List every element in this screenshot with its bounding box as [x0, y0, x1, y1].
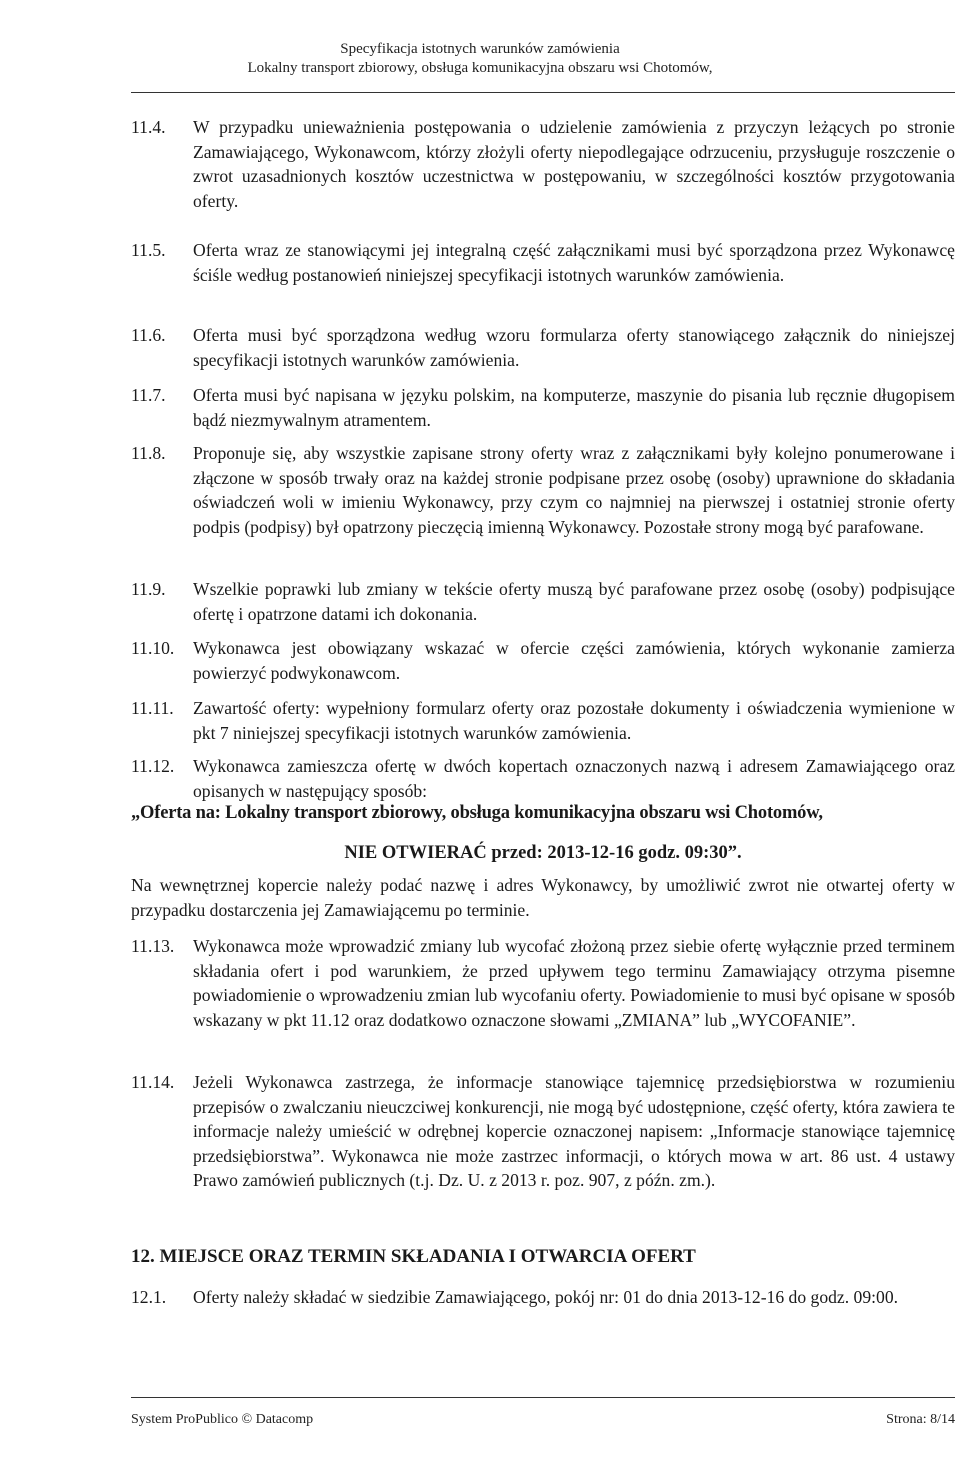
- item-number: 11.4.: [131, 117, 166, 137]
- item-number: 11.8.: [131, 443, 166, 463]
- inner-envelope-note: Na wewnętrznej kopercie należy podać nazwę i adres Wykonawcy, by umożliwić zwrot nie otwartej oferty w przypadku dostarczenia jej Zamawiającemu po terminie.: [131, 875, 955, 920]
- items-12: [131, 1285, 955, 1310]
- items-11-4-to-11-12: [131, 115, 955, 814]
- envelope-label-line1: „Oferta na: Lokalny transport zbiorowy, obsługa komunikacyjna obszaru wsi Chotomów,: [131, 803, 823, 823]
- list-item: [131, 115, 955, 238]
- footer-system-name: System ProPublico © Datacomp: [131, 1412, 314, 1427]
- envelope-label-line2: NIE OTWIERAĆ przed: 2013-12-16 godz. 09:30”.: [344, 843, 742, 863]
- footer-page-number: Strona: 8/14: [886, 1412, 955, 1427]
- list-item: [131, 238, 955, 323]
- list-item: [131, 1285, 955, 1310]
- list-item: [131, 696, 955, 754]
- list-item: [131, 636, 955, 696]
- item-number: 12.1.: [131, 1287, 167, 1307]
- section-12-heading: 12. MIEJSCE ORAZ TERMIN SKŁADANIA I OTWARCIA OFERT: [131, 1246, 696, 1267]
- header-subtitle: Lokalny transport zbiorowy, obsługa komunikacyjna obszaru wsi Chotomów,: [247, 60, 713, 76]
- item-text: Oferta musi być napisana w języku polskim, na komputerze, maszynie do pisania lub ręcznie długopisem bądź niezmywalnym atramentem.: [193, 385, 955, 430]
- header-rule: [131, 92, 955, 93]
- footer-rule: [131, 1397, 955, 1398]
- item-number: 11.12.: [131, 756, 175, 776]
- list-item: [131, 383, 955, 441]
- list-item: [131, 441, 955, 577]
- item-text: Oferta wraz ze stanowiącymi jej integralną część załącznikami musi być sporządzona przez Wykonawcę ściśle według postanowień niniejszej specyfikacji istotnych warunków zamówienia.: [193, 240, 955, 285]
- page-footer: [131, 1412, 955, 1428]
- item-number: 11.7.: [131, 385, 166, 405]
- list-item: [131, 934, 955, 1070]
- item-text: Wykonawca może wprowadzić zmiany lub wycofać złożoną przez siebie ofertę wyłącznie przed terminem składania ofert i pod warunkiem, że przed upływem tego terminu Zamawiający otrzyma pisemne powiadomienie o wprowadzeniu zmian lub wycofaniu oferty. Powiadomienie to musi być opisane w sposób wskazany w pkt 11.12 oraz dodatkowo oznaczone słowami „ZMIANA” lub „WYCOFANIE”.: [193, 936, 955, 1030]
- item-number: 11.14.: [131, 1072, 175, 1092]
- item-text: Wszelkie poprawki lub zmiany w tekście oferty muszą być parafowane przez osobę (osoby) podpisujące ofertę i opatrzone datami ich dokonania.: [193, 579, 955, 624]
- item-number: 11.10.: [131, 638, 175, 658]
- list-item: [131, 323, 955, 383]
- item-number: 11.6.: [131, 325, 166, 345]
- page-header: [0, 40, 960, 78]
- item-number: 11.5.: [131, 240, 166, 260]
- list-item: [131, 1070, 955, 1220]
- item-text: Zawartość oferty: wypełniony formularz oferty oraz pozostałe dokumenty i oświadczenia wymienione w pkt 7 niniejszej specyfikacji istotnych warunków zamówienia.: [193, 698, 955, 743]
- header-title: Specyfikacja istotnych warunków zamówienia: [340, 41, 620, 57]
- item-text: Oferty należy składać w siedzibie Zamawiającego, pokój nr: 01 do dnia 2013-12-16 do godz. 09:00.: [193, 1287, 899, 1307]
- item-number: 11.11.: [131, 698, 174, 718]
- item-number: 11.9.: [131, 579, 166, 599]
- item-text: Wykonawca zamieszcza ofertę w dwóch kopertach oznaczonych nazwą i adresem Zamawiającego oraz opisanych w następujący sposób:: [193, 756, 955, 801]
- items-11-13-to-11-14: [131, 934, 955, 1220]
- item-text: Wykonawca jest obowiązany wskazać w ofercie części zamówienia, których wykonanie zamierza powierzyć podwykonawcom.: [193, 638, 955, 683]
- item-text: Oferta musi być sporządzona według wzoru formularza oferty stanowiącego załącznik do niniejszej specyfikacji istotnych warunków zamówienia.: [193, 325, 955, 370]
- list-item: [131, 577, 955, 636]
- item-text: W przypadku unieważnienia postępowania o udzielenie zamówienia z przyczyn leżących po stronie Zamawiającego, Wykonawcom, którzy złożyli oferty niepodlegające odrzuceniu, przysługuje roszczenie o zwrot uzasadnionych kosztów uczestnictwa w postępowaniu, w szczególności kosztów przygotowania oferty.: [193, 117, 955, 211]
- item-text: Proponuje się, aby wszystkie zapisane strony oferty wraz z załącznikami były kolejno ponumerowane i złączone w sposób trwały oraz na każdej stronie podpisane przez osobę (osoby) uprawnione do składania oświadczeń woli w imieniu Wykonawcy, przy czym co najmniej na pierwszej i ostatniej stronie oferty podpis (podpisy) był opatrzony pieczęcią imienną Wykonawcy. Pozostałe strony mogą być parafowane.: [193, 443, 955, 537]
- item-text: Jeżeli Wykonawca zastrzega, że informacje stanowiące tajemnicę przedsiębiorstwa w rozumieniu przepisów o zwalczaniu nieuczciwej konkurencji, nie mogą być udostępnione, część oferty, która zawiera te informacje należy umieścić w odrębnej kopercie oznaczonej napisem: „Informacje stanowiące tajemnicę przedsiębiorstwa”. Wykonawca nie może zastrzec informacji, o których mowa w art. 86 ust. 4 ustawy Prawo zamówień publicznych (t.j. Dz. U. z 2013 r. poz. 907, z późn. zm.).: [193, 1072, 955, 1191]
- item-number: 11.13.: [131, 936, 175, 956]
